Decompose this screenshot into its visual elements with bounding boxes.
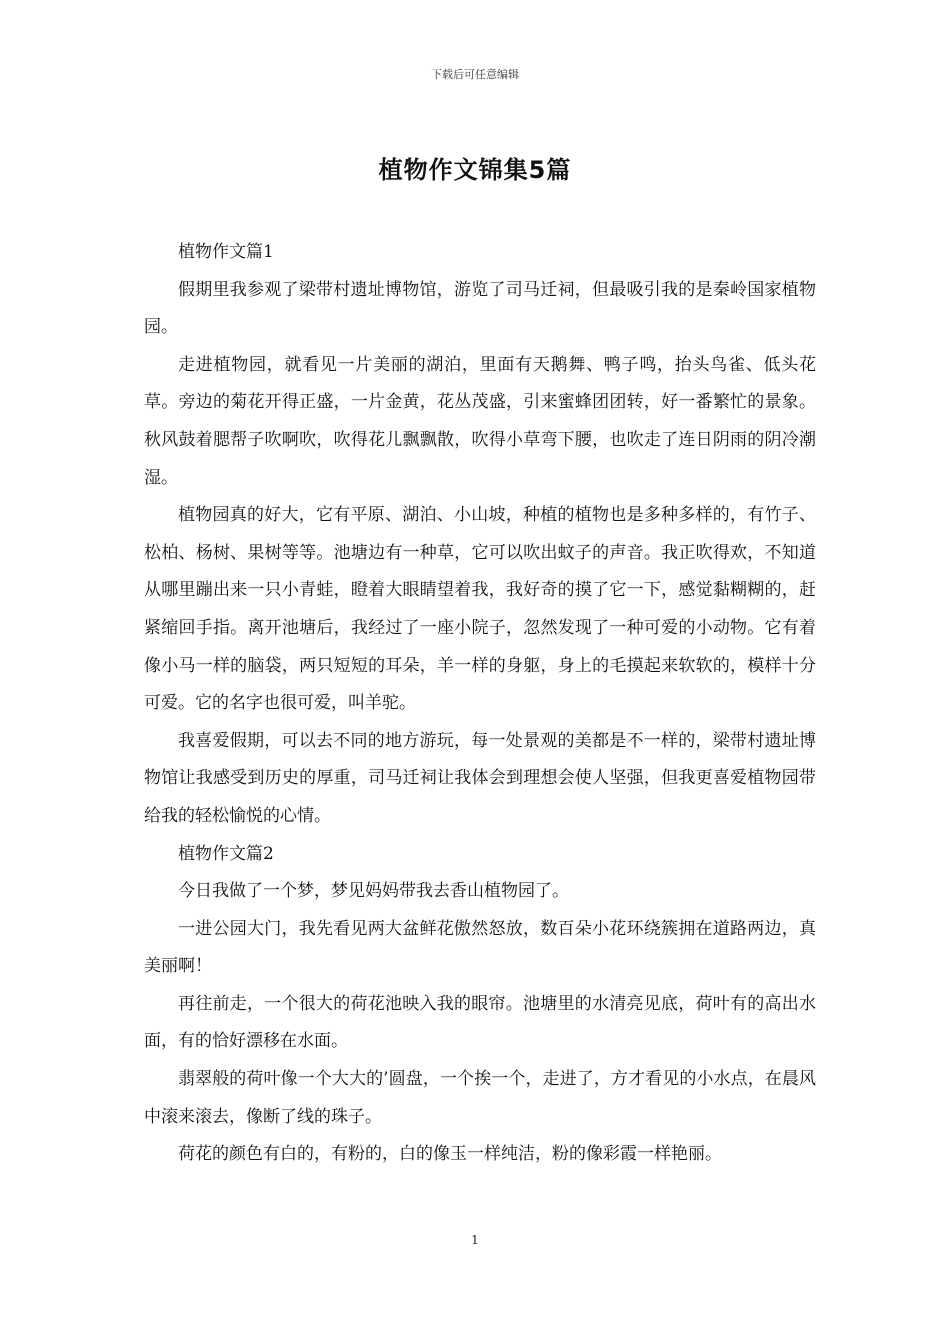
paragraph: 荷花的颜色有白的，有粉的，白的像玉一样纯洁，粉的像彩霞一样艳丽。 — [178, 1144, 722, 1165]
document-body — [144, 234, 816, 1174]
paragraph: 翡翠般的荷叶像一个大大的’圆盘，一个挨一个，走进了，方才看见的小水点，在晨风中滚来滚去，像断了线的珠子。 — [144, 1069, 816, 1127]
paragraph: 今日我做了一个梦，梦见妈妈带我去香山植物园了。 — [178, 881, 569, 902]
paragraph: 再往前走，一个很大的荷花池映入我的眼帘。池塘里的水清亮见底，荷叶有的高出水面，有的恰好漂移在水面。 — [144, 993, 816, 1052]
paragraph: 植物园真的好大，它有平原、湖泊、小山坡，种植的植物也是多种多样的，有竹子、松柏、杨树、果树等等。池塘边有一种草，它可以吹出蚊子的声音。我正吹得欢，不知道从哪里蹦出来一只小青蛙，瞪着大眼睛望着我，我好奇的摸了它一下，感觉黏糊糊的，赶紧缩回手指。离开池塘后，我经过了一座小院子，忽然发现了一种可爱的小动物。它有着像小马一样的脑袋，两只短短的耳朵，羊一样的身躯，身上的毛摸起来软软的，模样十分可爱。它的名字也很可爱，叫羊驼。 — [144, 505, 816, 714]
section-heading-1: 植物作文篇1 — [178, 242, 274, 262]
paragraph: 走进植物园，就看见一片美丽的湖泊，里面有天鹅舞、鸭子鸣，抬头鸟雀、低头花草。旁边的菊花开得正盛，一片金黄，花丛茂盛，引来蜜蜂团团转，好一番繁忙的景象。秋风鼓着腮帮子吹啊吹，吹得花儿飘飘散，吹得小草弯下腰，也吹走了连日阴雨的阴冷潮湿。 — [144, 354, 816, 488]
page-header-note: 下载后可任意编辑 — [431, 68, 519, 81]
page-number: 1 — [471, 1233, 479, 1247]
paragraph: 我喜爱假期，可以去不同的地方游玩，每一处景观的美都是不一样的，梁带村遗址博物馆让我感受到历史的厚重，司马迁祠让我体会到理想会使人坚强，但我更喜爱植物园带给我的轻松愉悦的心情。 — [144, 730, 816, 826]
paragraph: 假期里我参观了梁带村遗址博物馆，游览了司马迁祠，但最吸引我的是秦岭国家植物园。 — [144, 279, 816, 338]
section-heading-2: 植物作文篇2 — [178, 843, 274, 864]
paragraph: 一进公园大门，我先看见两大盆鲜花傲然怒放，数百朵小花环绕簇拥在道路两边，真美丽啊！ — [144, 918, 816, 977]
document-title: 植物作文锦集5篇 — [378, 156, 572, 184]
